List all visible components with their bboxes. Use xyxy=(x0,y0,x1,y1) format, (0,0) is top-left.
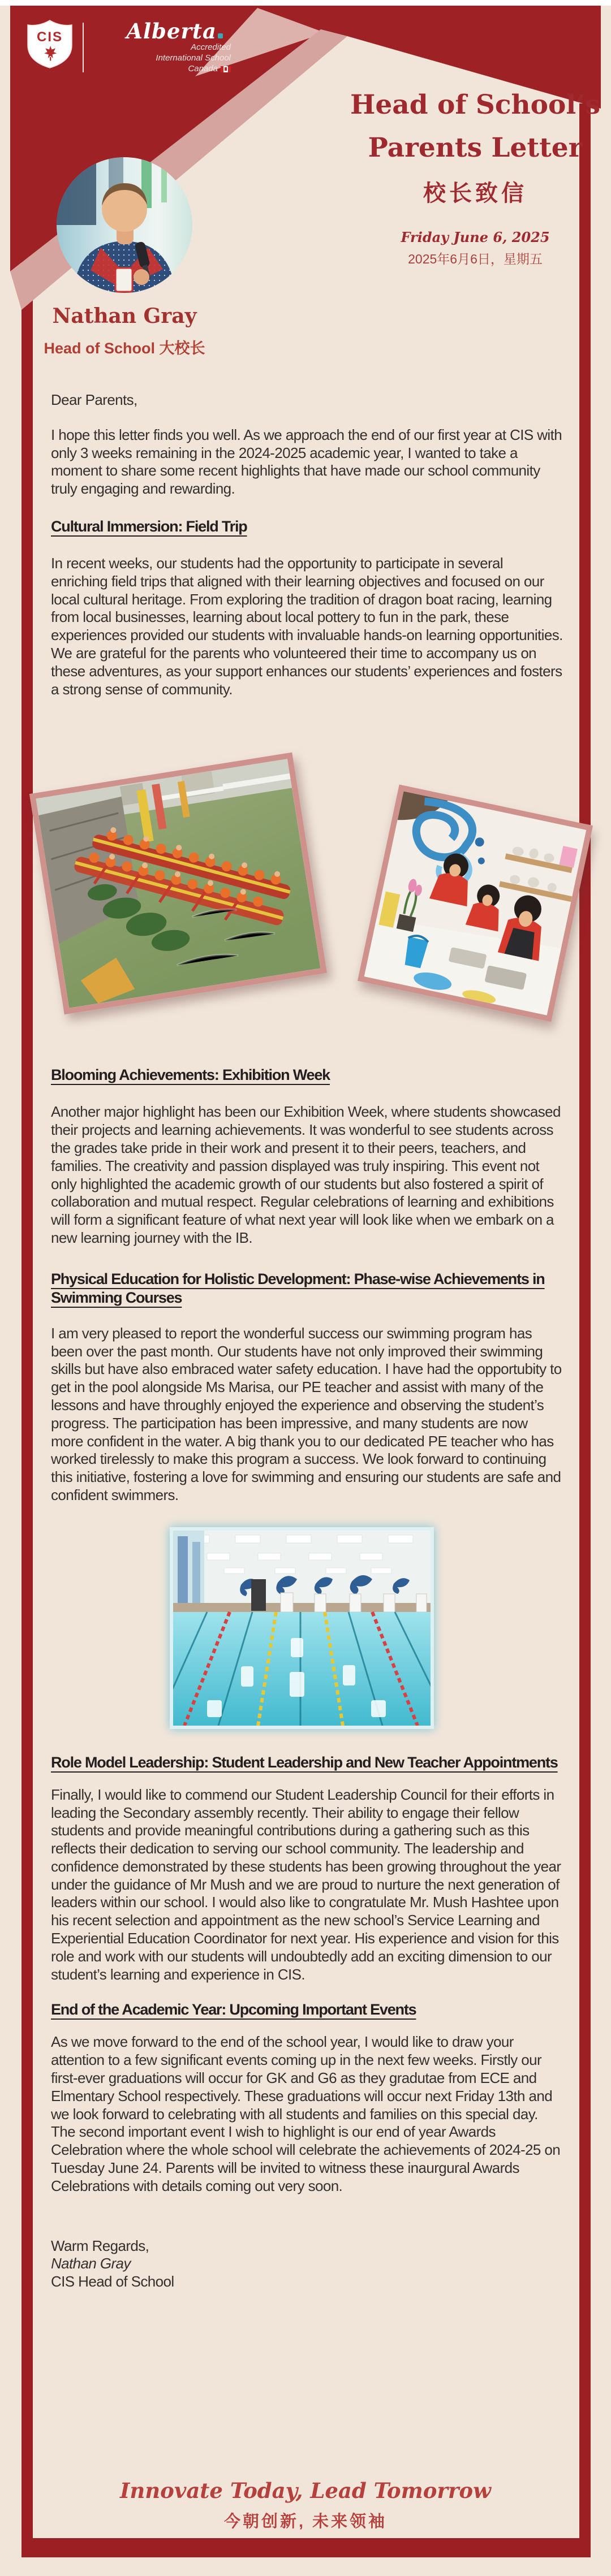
school-motto xyxy=(0,2478,611,2532)
alberta-sub-accredited: Accredited xyxy=(191,42,231,52)
date-block xyxy=(317,229,611,267)
title-line2: Parents Letter xyxy=(368,132,583,163)
section-body-leadership: Finally, I would like to commend our Student Leadership Council for their efforts in leading the Secondary assembly recently. Their ability to engage their fellow students and provide meaningful contributions during a gathering such as this reflects their dedication to serving our school community. The leadership and confidence demonstrated by these students has been growing throughout the year under the guidance of Mr Mush and we are proud to nurture the next generation of leaders within our school. I would also like to congratulate Mr. Mush Hashtee upon his recent selection and appointment as the new school’s Service Learning and Experiential Education Coordinator for next year. His experience and vision for this role and work with our students will undoubtedly add an exciting dimension to our student’s learning and experience in CIS. xyxy=(51,1786,561,1983)
date-chinese: 2025年6月6日，星期五 xyxy=(408,252,543,266)
signature-closing: Warm Regards, xyxy=(51,2237,149,2254)
section-heading-field-trip: Cultural Immersion: Field Trip xyxy=(51,517,247,535)
section-heading-leadership: Role Model Leadership: Student Leadership and New Teacher Appointments xyxy=(51,1753,558,1771)
frame-right-bar xyxy=(579,103,591,2557)
date-english: Friday June 6, 2025 xyxy=(401,229,550,245)
dragon-boat-photo xyxy=(29,753,327,1015)
alberta-script-text: Alberta xyxy=(126,19,217,44)
pottery-class-photo xyxy=(358,785,593,1022)
salutation: Dear Parents, xyxy=(51,391,137,408)
swimming-pool-photo xyxy=(170,1527,434,1729)
section-heading-swimming: Physical Education for Holistic Development: Phase-wise Achievements in Swimming Courses xyxy=(51,1270,545,1306)
section-heading-events: End of the Academic Year: Upcoming Important Events xyxy=(51,2001,416,2019)
head-of-school-name-block xyxy=(23,304,226,358)
signature-role: CIS Head of School xyxy=(51,2273,174,2290)
cis-monogram-text: CIS xyxy=(36,29,63,45)
section-body-events: As we move forward to the end of the school year, I would like to draw your attention to a few significant events coming up in the next few weeks. Firstly our first-ever graduations will occur for GK and G6 as they gradutae from ECE and Elmentary School respectively. These graduations will occur next Friday 13th and we look forward to celebrating with all students and families on this special day. The second important event I wish to highlight is our end of year Awards Celebration where the whole school will celebrate the achievements of 2024-25 on Tuesday June 24. Parents will be invited to witness these inaurgural Awards Celebrations with details coming out very soon. xyxy=(51,2033,561,2194)
signature-block xyxy=(51,2237,563,2291)
profile-name: Nathan Gray xyxy=(52,304,197,328)
canada-flag-icon xyxy=(221,66,231,72)
field-trip-photos xyxy=(51,715,563,1054)
title-chinese: 校长致信 xyxy=(423,181,527,206)
cis-shield-logo xyxy=(27,20,72,68)
section-heading-exhibition: Blooming Achievements: Exhibition Week xyxy=(51,1066,330,1084)
alberta-accreditation-logo xyxy=(89,20,231,74)
letter-body xyxy=(51,391,563,2291)
alberta-sub-international: International School xyxy=(156,53,231,63)
alberta-blue-dot-icon xyxy=(218,33,223,38)
logo-divider-line xyxy=(83,23,84,72)
motto-chinese: 今朝创新, 未来领袖 xyxy=(223,2513,388,2531)
alberta-sub-canada: Canada xyxy=(188,64,218,74)
section-body-swimming: I am very pleased to report the wonderful success our swimming program has been over the past month. Our students have not only improved their swimming skills but have also embraced water safety education. I have had the opportubity to get in the pool alongside Ms Marisa, our PE teacher and assist with many of the lessons and have throughly enjoyed the experience and observing the student’s progress. The participation has been impressive, and many students are now more confident in the water. A big thank you to our dedicated PE teacher who has worked tirelessly to make this program a success. We look forward to continuing this initiative, fostering a love for swimming and ensuring our students are safe and confident swimmers. xyxy=(51,1324,562,1503)
profile-role: Head of School 大校长 xyxy=(44,340,205,357)
letter-title-block xyxy=(317,90,611,267)
head-of-school-photo xyxy=(57,157,192,293)
section-body-exhibition: Another major highlight has been our Exhibition Week, where students showcased their projects and learning achievements. It was wonderful to see students across the grades take pride in their work and present it to their peers, teachers, and families. The creativity and passion displayed was truly inspiring. This event not only highlighted the academic growth of our students but also fostered a spirit of collaboration and mutual respect. Regular celebrations of learning and exhibitions will form a significant feature of what next year will look like when we embark on a new learning journey with the IB. xyxy=(51,1103,561,1246)
motto-english: Innovate Today, Lead Tomorrow xyxy=(120,2478,491,2503)
frame-bottom-bar xyxy=(21,2538,591,2557)
section-body-field-trip: In recent weeks, our students had the opportunity to participate in several enriching field trips that aligned with their learning objectives and focused on our local cultural heritage. From exploring the tradition of dragon boat racing, learning from local businesses, learning about local pottery to fun in the park, these experiences provided our students with invaluable hands-on learning opportunities. We are grateful for the parents who volunteered their time to accompany us on these adventures, as your support enhances our students’ experiences and fosters a strong sense of community. xyxy=(51,554,563,698)
signature-name: Nathan Gray xyxy=(51,2255,131,2272)
swimming-pool-photo-block xyxy=(51,1527,563,1725)
frame-left-bar xyxy=(21,260,33,2557)
title-line1: Head of School’s xyxy=(350,89,601,120)
intro-paragraph: I hope this letter finds you well. As we approach the end of our first year at CIS with only 3 weeks remaining in the 2024-2025 academic year, I wanted to take a moment to share some recent highlights that have made our school community truly engaging and rewarding. xyxy=(51,426,562,498)
